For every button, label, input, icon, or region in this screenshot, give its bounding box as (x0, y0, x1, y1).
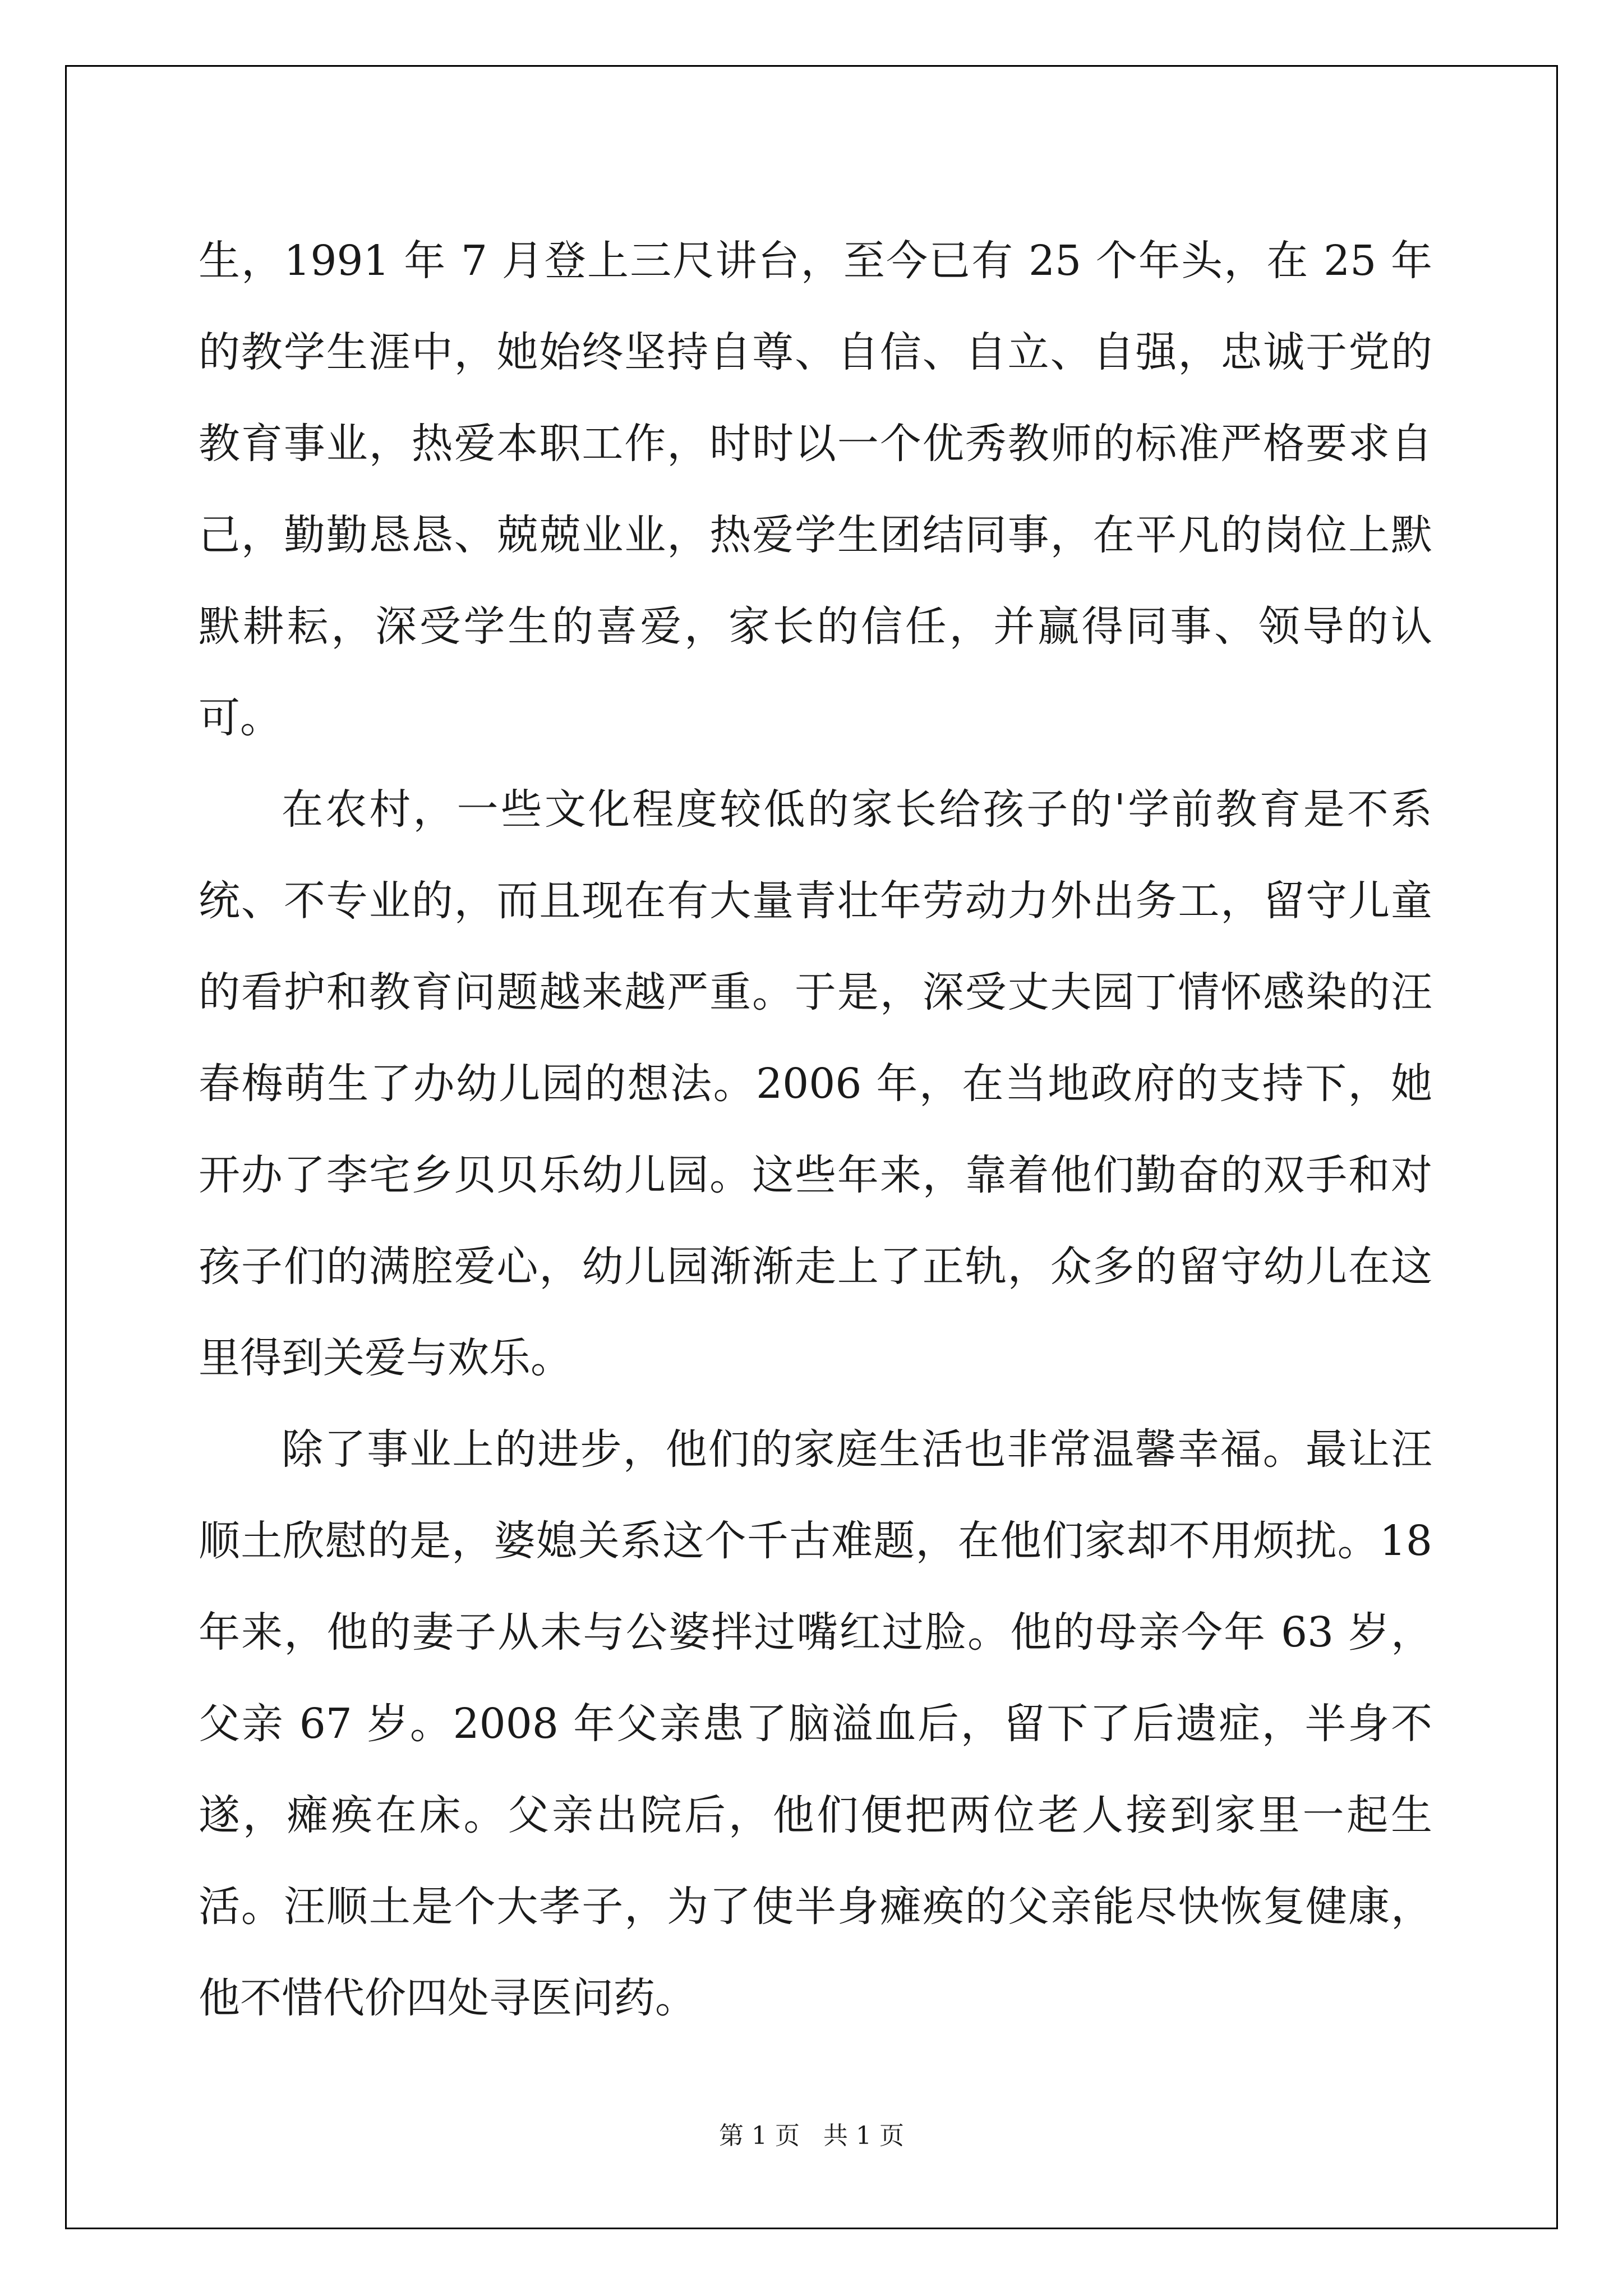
paragraph-3: 除了事业上的进步，他们的家庭生活也非常温馨幸福。最让汪顺土欣慰的是，婆媳关系这个千古难题，在他们家却不用烦扰。18 年来，他的妻子从未与公婆拌过嘴红过脸。他的母亲今年 63 岁，父亲 67 岁。2008 年父亲患了脑溢血后，留下了后遗症，半身不遂，瘫痪在床。父亲出院后，他们便把两位老人接到家里一起生活。汪顺土是个大孝子，为了使半身瘫痪的父亲能尽快恢复健康，他不惜代价四处寻医问药。 (199, 1425, 1432, 2022)
paragraph-2: 在农村，一些文化程度较低的家长给孩子的'学前教育是不系统、不专业的，而且现在有大量青壮年劳动力外出务工，留守儿童的看护和教育问题越来越严重。于是，深受丈夫园丁情怀感染的汪春梅萌生了办幼儿园的想法。2006 年，在当地政府的支持下，她开办了李宅乡贝贝乐幼儿园。这些年来，靠着他们勤奋的双手和对孩子们的满腔爱心，幼儿园渐渐走上了正轨，众多的留守幼儿在这里得到关爱与欢乐。 (199, 785, 1432, 1382)
paragraph-1: 生，1991 年 7 月登上三尺讲台，至今已有 25 个年头，在 25 年的教学生涯中，她始终坚持自尊、自信、自立、自强，忠诚于党的教育事业，热爱本职工作，时时以一个优秀教师的标准严格要求自己，勤勤恳恳、兢兢业业，热爱学生团结同事，在平凡的岗位上默默耕耘，深受学生的喜爱，家长的信任，并赢得同事、领导的认可。 (199, 237, 1432, 742)
document-body (199, 215, 1432, 2044)
page-footer: 第 1 页 共 1 页 (719, 2122, 904, 2150)
